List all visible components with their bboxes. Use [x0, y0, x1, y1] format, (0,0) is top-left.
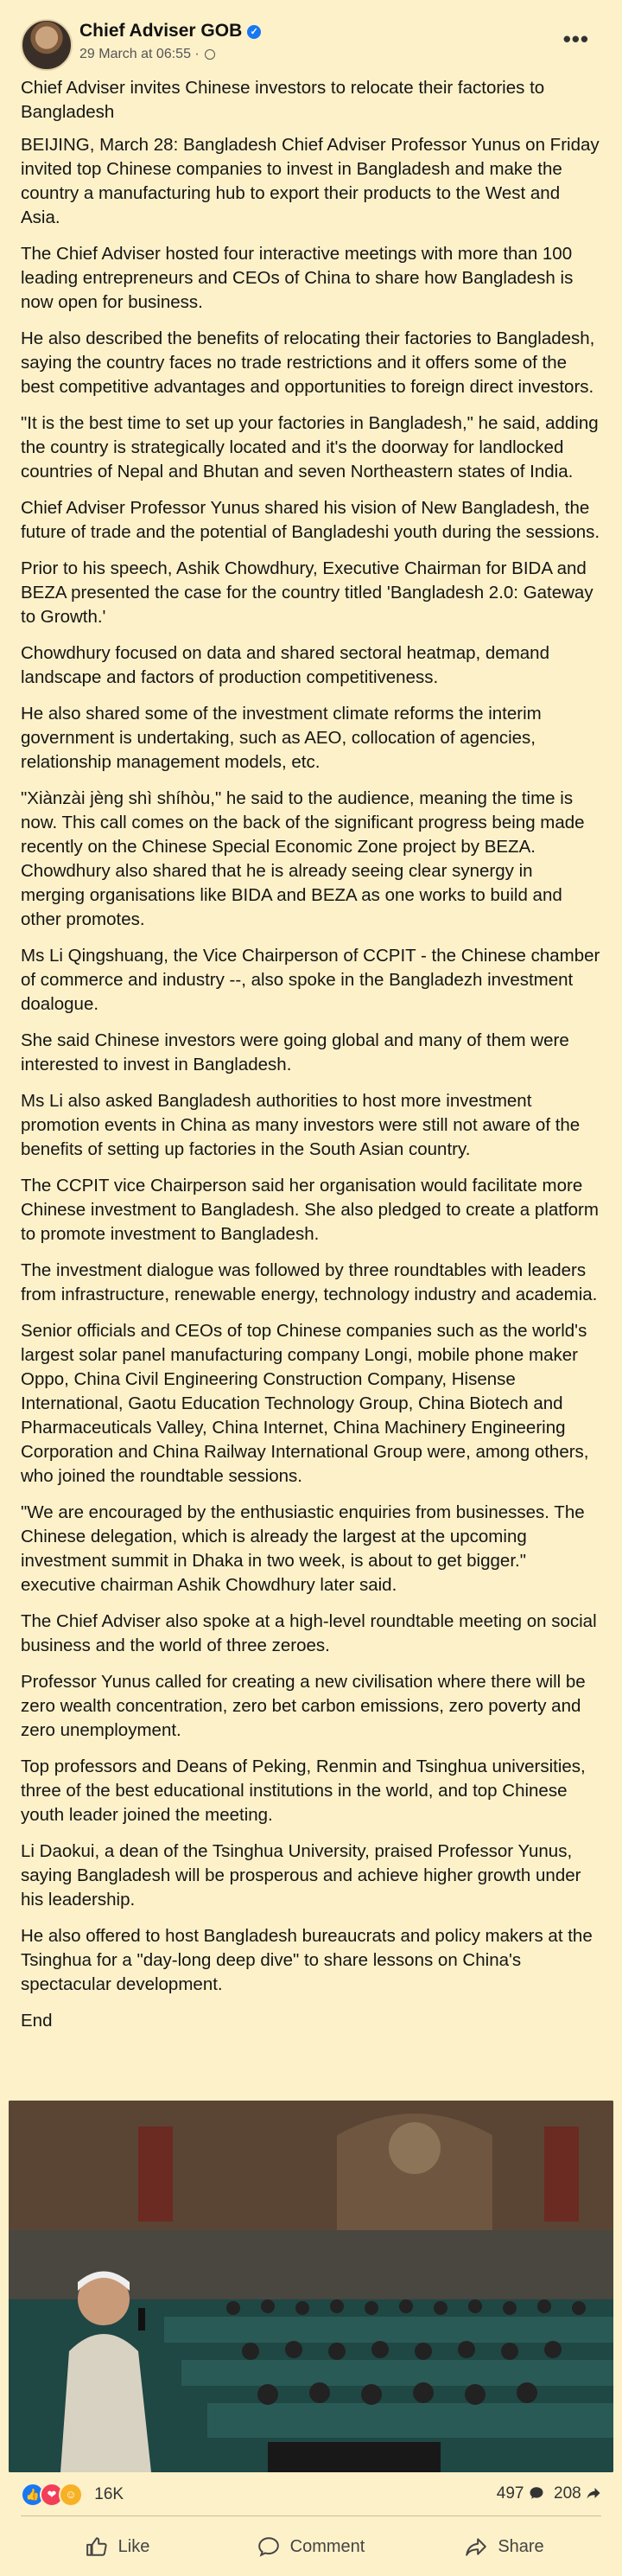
post-paragraph: Professor Yunus called for creating a new civilisation where there will be zero wealth concentration, zero bet carbon emissions, zero poverty and zero unemployment. — [21, 1672, 586, 1740]
post-paragraph: Chief Adviser invites Chinese investors to relocate their factories to Bangladesh — [21, 78, 545, 122]
post-actions — [21, 2522, 601, 2571]
like-label[interactable]: Like — [117, 2536, 150, 2556]
post-stats — [21, 2479, 601, 2510]
divider — [21, 2515, 601, 2516]
care-reaction-icon: ☺ — [59, 2483, 83, 2507]
verified-badge-icon: ✓ — [247, 25, 261, 39]
avatar[interactable] — [21, 19, 73, 71]
reactions-count[interactable]: 16K — [94, 2485, 124, 2503]
post-paragraph: She said Chinese investors were going global and many of them were interested to invest in Bangladesh. — [21, 1030, 569, 1074]
like-reaction-icon: 👍 — [21, 2483, 45, 2507]
post-paragraph: The Chief Adviser hosted four interactive meetings with more than 100 leading entrepreneurs and CEOs of China to share how Bangladesh is now open for business. — [21, 244, 574, 312]
post-paragraph: "We are encouraged by the enthusiastic enquiries from businesses. The Chinese delegation, which is already the largest at the upcoming investment summit in Dhaka in two week, is about to get bigger." executive chairman Ashik Chowdhury later said. — [21, 1502, 585, 1595]
post-paragraph: Li Daokui, a dean of the Tsinghua University, praised Professor Yunus, saying Bangladesh will be prosperous and achieve higher growth under his leadership. — [21, 1841, 581, 1910]
timestamp[interactable]: 29 March at 06:55 — [79, 47, 191, 61]
comment-icon — [257, 2535, 280, 2558]
post-paragraph: Ms Li Qingshuang, the Vice Chairperson of CCPIT - the Chinese chamber of commerce and industry --, also spoke in the Bangladezh investment doalogue. — [21, 946, 600, 1014]
share-icon — [465, 2535, 487, 2558]
author-name[interactable] — [79, 21, 261, 41]
share-count-icon — [586, 2485, 601, 2501]
author-name-text[interactable]: Chief Adviser GOB — [79, 21, 243, 41]
comment-button[interactable] — [214, 2522, 408, 2571]
post-meta — [79, 47, 215, 62]
reactions-summary[interactable] — [21, 2483, 124, 2507]
post-text — [21, 76, 601, 2045]
post-paragraph: "It is the best time to set up your factories in Bangladesh," he said, adding the country is strategically located and it's the doorway for landlocked countries of Nepal and Bhutan and seven Northeastern states of India. — [21, 413, 599, 481]
thumbs-up-icon — [86, 2535, 108, 2558]
comments-count[interactable]: 497 — [496, 2484, 524, 2503]
post-paragraph: Prior to his speech, Ashik Chowdhury, Executive Chairman for BIDA and BEZA presented the case for the country titled 'Bangladesh 2.0: Gateway to Growth.' — [21, 558, 593, 627]
post-paragraph: The Chief Adviser also spoke at a high-level roundtable meeting on social business and the world of three zeroes. — [21, 1611, 597, 1655]
share-label[interactable]: Share — [498, 2536, 544, 2556]
comment-count-icon — [529, 2485, 544, 2501]
post-paragraph: He also described the benefits of relocating their factories to Bangladesh, saying the country faces no trade restrictions and it offers some of the best competitive advantages and opportunities to foreign direct investors. — [21, 328, 595, 397]
more-options-button[interactable]: ••• — [562, 26, 589, 52]
shares-count[interactable]: 208 — [554, 2484, 581, 2503]
post-paragraph: Chowdhury focused on data and shared sectoral heatmap, demand landscape and factors of production competitiveness. — [21, 643, 549, 687]
share-button[interactable] — [408, 2522, 601, 2571]
post-paragraph: Chief Adviser Professor Yunus shared his vision of New Bangladesh, the future of trade and the potential of Bangladeshi youth during the sessions. — [21, 498, 600, 542]
post-paragraph: He also shared some of the investment climate reforms the interim government is undertaking, such as AEO, collocation of agencies, relationship management models, etc. — [21, 704, 542, 772]
meta-separator: · — [194, 47, 200, 61]
post-paragraph: Top professors and Deans of Peking, Renmin and Tsinghua universities, three of the best educational institutions in the world, and top Chinese youth leader joined the meeting. — [21, 1757, 586, 1825]
globe-icon — [205, 49, 215, 60]
post-photo[interactable] — [9, 2101, 613, 2472]
post-paragraph: The investment dialogue was followed by three roundtables with leaders from infrastructure, renewable energy, technology industry and academia. — [21, 1260, 598, 1304]
comment-label[interactable]: Comment — [289, 2536, 365, 2556]
post-paragraph: BEIJING, March 28: Bangladesh Chief Adviser Professor Yunus on Friday invited top Chinese companies to invest in Bangladesh and make the country a manufacturing hub to export their products to the West and Asia. — [21, 135, 600, 227]
post-paragraph: Senior officials and CEOs of top Chinese companies such as the world's largest solar panel manufacturing company Longi, mobile phone maker Oppo, China Civil Engineering Construction Company, Hisense International, Gaotu Education Technology Group, China Biotech and Pharmaceuticals Valley, China Internet, China Machinery Engineering Corporation and China Railway International Group were, among others, who joined the roundtable sessions. — [21, 1321, 589, 1486]
post-paragraph: "Xiànzài jèng shì shíhòu," he said to the audience, meaning the time is now. This call comes on the back of the significant progress being made recently on the Chinese Special Economic Zone project by BEZA. Chowdhury also shared that he is already seeing clear synergy in merging organisations like BIDA and BEZA as one works to build and other promotes. — [21, 788, 585, 929]
post-paragraph: Ms Li also asked Bangladesh authorities to host more investment promotion events in China as many investors were still not aware of the benefits of setting up factories in the South Asian country. — [21, 1091, 581, 1159]
conference-photo-illustration — [9, 2101, 613, 2472]
post-header — [17, 14, 605, 74]
post-paragraph: End — [21, 2011, 53, 2031]
love-reaction-icon: ❤ — [40, 2483, 64, 2507]
engagement-counts — [492, 2484, 601, 2503]
post-paragraph: He also offered to host Bangladesh bureaucrats and policy makers at the Tsinghua for a "day-long deep dive" to share lessons on China's spectacular development. — [21, 1926, 593, 1994]
post-paragraph: The CCPIT vice Chairperson said her organisation would facilitate more Chinese investment to Bangladesh. She also pledged to create a platform to promote investment to Bangladesh. — [21, 1176, 599, 1244]
like-button[interactable] — [21, 2522, 214, 2571]
